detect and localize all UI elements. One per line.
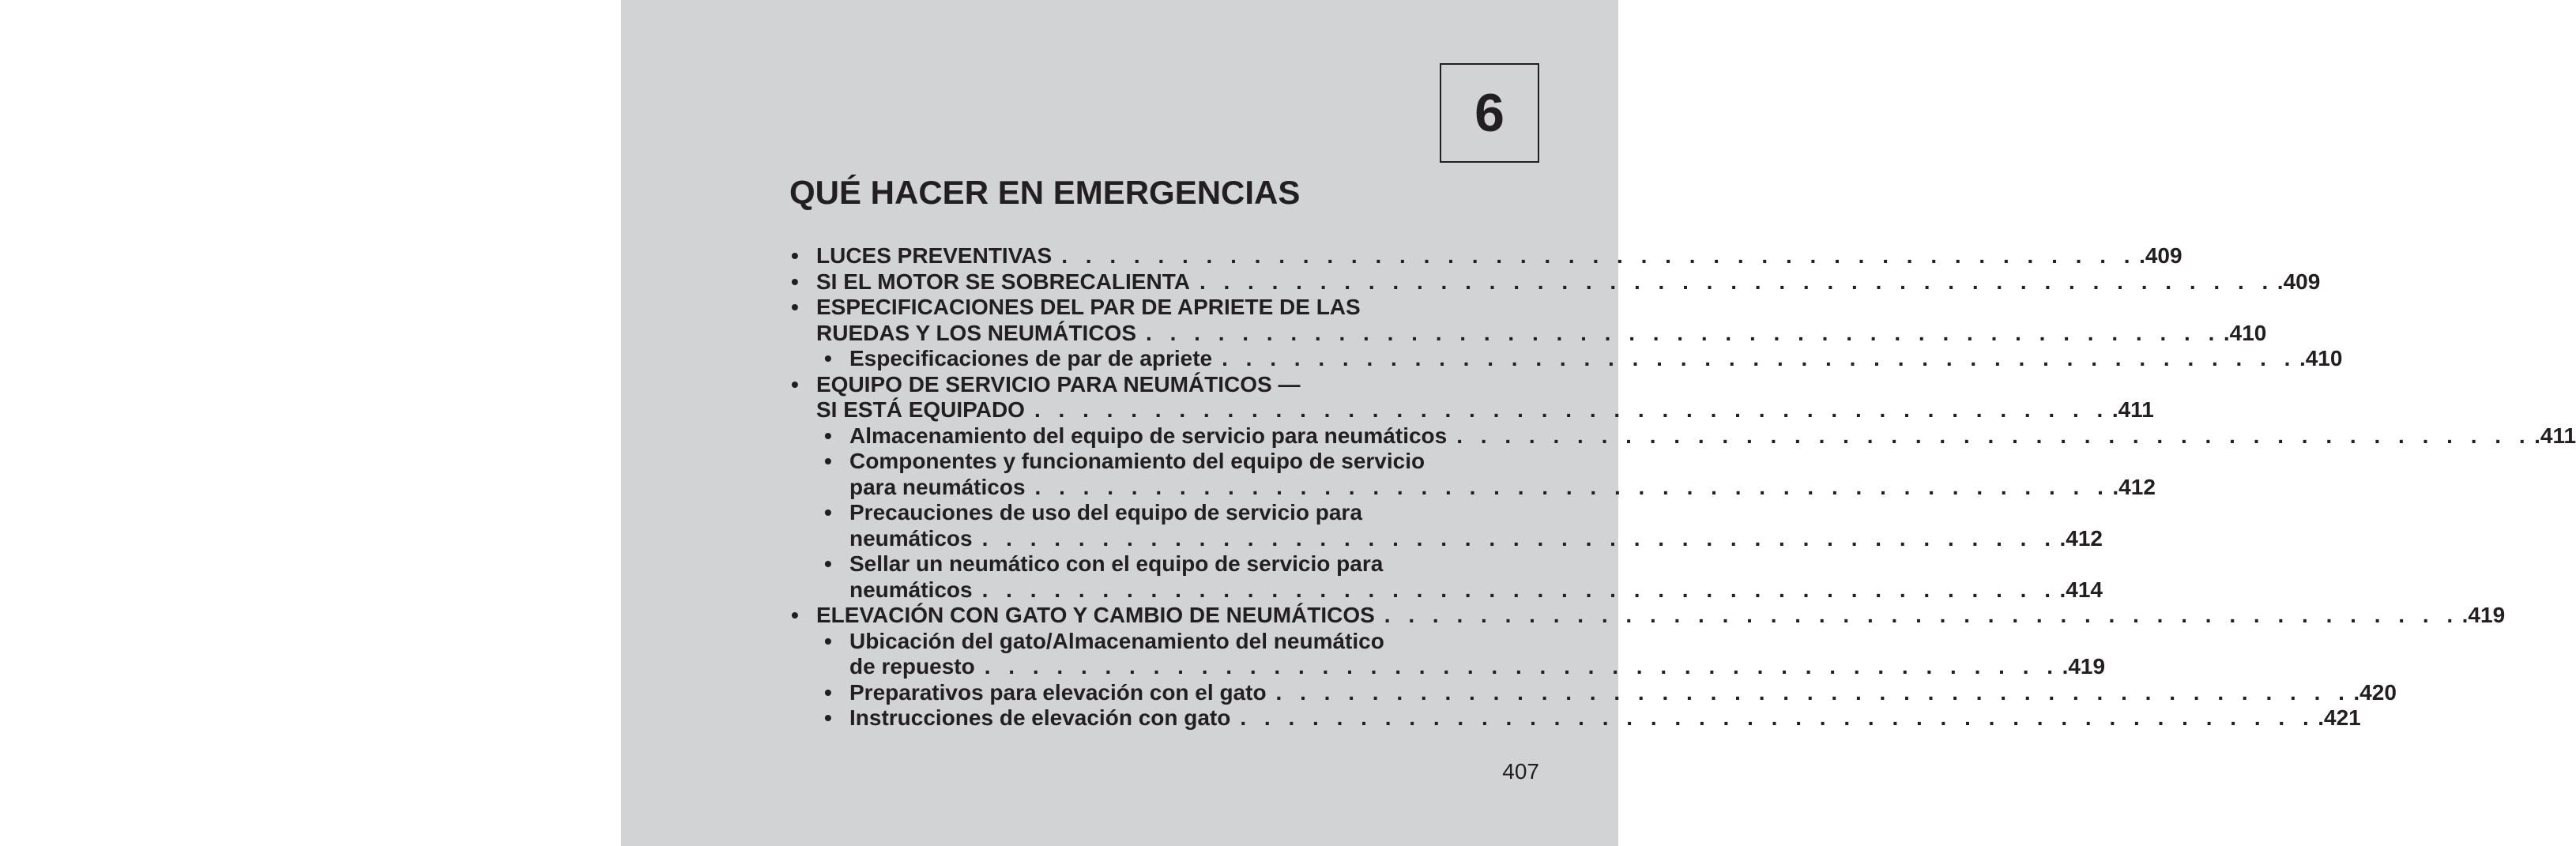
dot-leader: . . . . . . . . . . . . . . . . . . . . . . . . . . . . . . . . . . . . . . . . . . . . . bbox=[1146, 320, 2220, 345]
toc-entry-page: .411 bbox=[2534, 423, 2576, 448]
toc-entry-title: EQUIPO DE SERVICIO PARA NEUMÁTICOS — bbox=[816, 371, 1301, 397]
toc-subentry[interactable] bbox=[789, 346, 2343, 372]
toc-entry-page: .410 bbox=[2223, 320, 2267, 345]
toc-entry-page: .409 bbox=[2277, 269, 2321, 294]
right-page bbox=[621, 0, 2576, 846]
toc-entry-title: Componentes y funcionamiento del equipo de servicio bbox=[849, 449, 1425, 473]
page-number: 407 bbox=[1502, 759, 1539, 784]
bullet-icon: • bbox=[791, 603, 799, 627]
toc-entry-page: .412 bbox=[2059, 525, 2103, 551]
toc-entry-title-cont: neumáticos bbox=[849, 577, 973, 602]
dot-leader: . . . . . . . . . . . . . . . . . . . . . . . . . . . . . . . . . . . . . . . . . . . . . bbox=[984, 654, 2059, 679]
toc-subentry[interactable] bbox=[789, 679, 2397, 706]
bullet-icon: • bbox=[824, 551, 832, 576]
toc-entry-page: .414 bbox=[2059, 577, 2103, 602]
toc-entry-title: LUCES PREVENTIVAS bbox=[816, 243, 1053, 268]
toc-entry-page: .420 bbox=[2353, 679, 2397, 705]
toc-entry-page: .419 bbox=[2461, 603, 2506, 627]
toc-subentry[interactable] bbox=[789, 551, 2103, 603]
toc-entry-title: ELEVACIÓN CON GATO Y CAMBIO DE NEUMÁTICOS bbox=[816, 603, 1375, 627]
toc-entry[interactable] bbox=[789, 603, 2506, 629]
dot-leader: . . . . . . . . . . . . . . . . . . . . . . . . . . . . . . . . . . . . . . . . . . . . . bbox=[1456, 423, 2532, 448]
dot-leader: . . . . . . . . . . . . . . . . . . . . . . . . . . . . . . . . . . . . . . . . . . . . . bbox=[981, 525, 2057, 551]
toc-entry-title: Sellar un neumático con el equipo de servicio para bbox=[849, 551, 1384, 576]
dot-leader: . . . . . . . . . . . . . . . . . . . . . . . . . . . . . . . . . . . . . . . . . . . . . bbox=[1199, 269, 2274, 294]
toc-entry-title-cont: de repuesto bbox=[849, 654, 975, 679]
toc-entry-page: .412 bbox=[2112, 474, 2156, 499]
dot-leader: . . . . . . . . . . . . . . . . . . . . . . . . . . . . . . . . . . . . . . . . . . . . . bbox=[1240, 705, 2315, 730]
chapter-number-box: 6 bbox=[1440, 63, 1539, 163]
toc-entry-title: ESPECIFICACIONES DEL PAR DE APRIETE DE LAS bbox=[816, 295, 1361, 319]
bullet-icon: • bbox=[824, 679, 832, 705]
bullet-icon: • bbox=[824, 500, 832, 525]
toc-entry-title: Preparativos para elevación con el gato bbox=[849, 679, 1267, 705]
toc-entry-title-cont: SI ESTÁ EQUIPADO bbox=[816, 397, 1025, 422]
toc-entry-title: SI EL MOTOR SE SOBRECALIENTA bbox=[816, 269, 1190, 294]
dot-leader: . . . . . . . . . . . . . . . . . . . . . . . . . . . . . . . . . . . . . . . . . . . . . bbox=[981, 577, 2057, 602]
bullet-icon: • bbox=[791, 243, 799, 268]
toc-entry-title-cont: neumáticos bbox=[849, 525, 973, 551]
toc-subentry[interactable] bbox=[789, 449, 2156, 500]
toc-entry-page: .411 bbox=[2111, 397, 2154, 422]
toc-entry-title: Precauciones de uso del equipo de servicio para bbox=[849, 500, 1362, 525]
toc-entry-page: .409 bbox=[2139, 243, 2182, 268]
bullet-icon: • bbox=[791, 269, 799, 294]
toc-subentry[interactable] bbox=[789, 423, 2576, 449]
bullet-icon: • bbox=[824, 628, 832, 653]
table-of-contents bbox=[789, 243, 2576, 731]
toc-entry-page: .421 bbox=[2318, 705, 2361, 730]
toc-subentry[interactable] bbox=[789, 705, 2361, 731]
toc-entry-title: Instrucciones de elevación con gato bbox=[849, 705, 1231, 730]
toc-entry-title: Almacenamiento del equipo de servicio para neumáticos bbox=[849, 423, 1448, 448]
toc-entry-title-cont: RUEDAS Y LOS NEUMÁTICOS bbox=[816, 320, 1137, 345]
toc-subentry[interactable] bbox=[789, 628, 2106, 680]
toc-entry-title: Especificaciones de par de apriete bbox=[849, 346, 1213, 370]
blank-left-page bbox=[0, 0, 621, 846]
toc-entry-title: Ubicación del gato/Almacenamiento del neumático bbox=[849, 628, 1384, 653]
dot-leader: . . . . . . . . . . . . . . . . . . . . . . . . . . . . . . . . . . . . . . . . . . . . . bbox=[1222, 346, 2296, 370]
bullet-icon: • bbox=[791, 295, 799, 319]
toc-entry-page: .419 bbox=[2062, 654, 2106, 679]
toc-entry-page: .410 bbox=[2299, 346, 2343, 370]
dot-leader: . . . . . . . . . . . . . . . . . . . . . . . . . . . . . . . . . . . . . . . . . . . . . bbox=[1034, 397, 2109, 422]
bullet-icon: • bbox=[824, 705, 832, 730]
toc-entry[interactable] bbox=[789, 269, 2321, 295]
bullet-icon: • bbox=[824, 423, 832, 448]
toc-entry-title-cont: para neumáticos bbox=[849, 474, 1026, 499]
dot-leader: . . . . . . . . . . . . . . . . . . . . . . . . . . . . . . . . . . . . . . . . . . . . . bbox=[1034, 474, 2110, 499]
bullet-icon: • bbox=[791, 371, 799, 397]
toc-entry[interactable] bbox=[789, 243, 2182, 269]
toc-entry[interactable] bbox=[789, 371, 2154, 423]
toc-subentry[interactable] bbox=[789, 500, 2103, 551]
dot-leader: . . . . . . . . . . . . . . . . . . . . . . . . . . . . . . . . . . . . . . . . . . . . . bbox=[1384, 603, 2459, 627]
bullet-icon: • bbox=[824, 449, 832, 473]
dot-leader: . . . . . . . . . . . . . . . . . . . . . . . . . . . . . . . . . . . . . . . . . . . . . bbox=[1275, 679, 2351, 705]
bullet-icon: • bbox=[824, 346, 832, 370]
dot-leader: . . . . . . . . . . . . . . . . . . . . . . . . . . . . . . . . . . . . . . . . . . . . . bbox=[1061, 243, 2137, 268]
chapter-title: QUÉ HACER EN EMERGENCIAS bbox=[789, 174, 1301, 211]
toc-entry[interactable] bbox=[789, 295, 2267, 346]
